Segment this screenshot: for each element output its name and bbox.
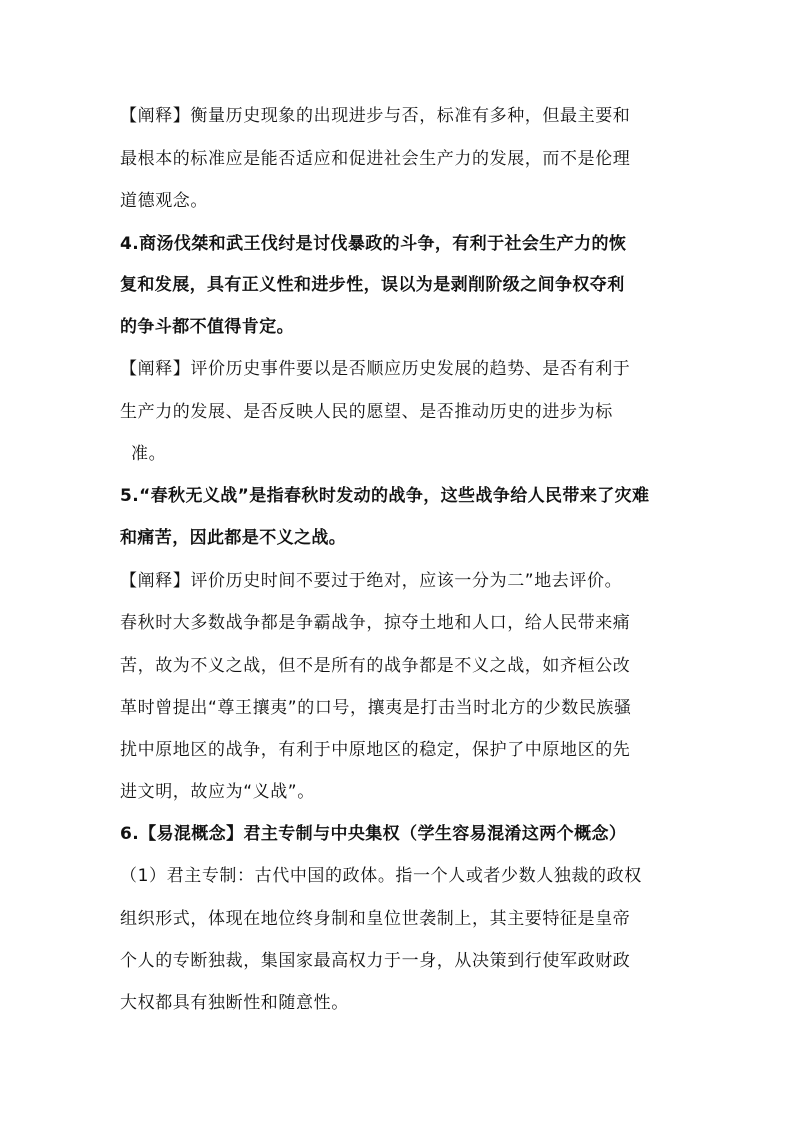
paragraph-explanation-5-line-3: 苦，故为不义之战，但不是所有的战争都是不义之战，如齐桓公改 <box>120 656 631 676</box>
paragraph-explanation-5-line-6: 进文明，故应为“义战”。 <box>120 782 315 802</box>
paragraph-concept-1-line-2: 组织形式，体现在地位终身制和皇位世袭制上，其主要特征是皇帝 <box>120 909 631 929</box>
paragraph-concept-1-line-1: （1）君主专制：古代中国的政体。指一个人或者少数人独裁的政权 <box>120 866 642 886</box>
point-4-heading-line-3: 的争斗都不值得肯定。 <box>120 317 294 337</box>
paragraph-explanation-4-line-3: 准。 <box>131 444 167 464</box>
paragraph-concept-1-line-3: 个人的专断独裁，集国家最高权力于一身，从决策到行使军政财政 <box>120 951 631 971</box>
paragraph-explanation-3-line-2: 最根本的标准应是能否适应和促进社会生产力的发展，而不是伦理 <box>120 149 631 169</box>
point-5-heading-line-2: 和痛苦，因此都是不义之战。 <box>120 528 347 548</box>
point-4-heading-line-1: 4.商汤伐桀和武王伐纣是讨伐暴政的斗争，有利于社会生产力的恢 <box>120 234 627 254</box>
paragraph-explanation-5-line-5: 扰中原地区的战争，有利于中原地区的稳定，保护了中原地区的先 <box>120 740 631 760</box>
point-4-heading-line-2: 复和发展，具有正义性和进步性，误以为是剥削阶级之间争权夺利 <box>120 275 625 295</box>
paragraph-explanation-4-line-1: 【阐释】评价历史事件要以是否顺应历史发展的趋势、是否有利于 <box>120 359 631 379</box>
point-5-heading-line-1: 5.“春秋无义战”是指春秋时发动的战争，这些战争给人民带来了灾难 <box>120 486 650 506</box>
paragraph-explanation-4-line-2: 生产力的发展、是否反映人民的愿望、是否推动历史的进步为标 <box>120 402 613 422</box>
paragraph-explanation-3-line-3: 道德观念。 <box>120 191 208 211</box>
paragraph-explanation-3-line-1: 【阐释】衡量历史现象的出现进步与否，标准有多种，但最主要和 <box>120 106 631 126</box>
paragraph-explanation-5-line-4: 革时曾提出“尊王攘夷”的口号，攘夷是打击当时北方的少数民族骚 <box>120 698 632 718</box>
paragraph-explanation-5-line-2: 春秋时大多数战争都是争霸战争，掠夺土地和人口，给人民带来痛 <box>120 613 631 633</box>
paragraph-explanation-5-line-1: 【阐释】评价历史时间不要过于绝对，应该一分为二”地去评价。 <box>120 571 623 591</box>
paragraph-concept-1-line-4: 大权都具有独断性和随意性。 <box>120 993 349 1013</box>
point-6-heading: 6.【易混概念】君主专制与中央集权（学生容易混淆这两个概念） <box>120 824 627 844</box>
